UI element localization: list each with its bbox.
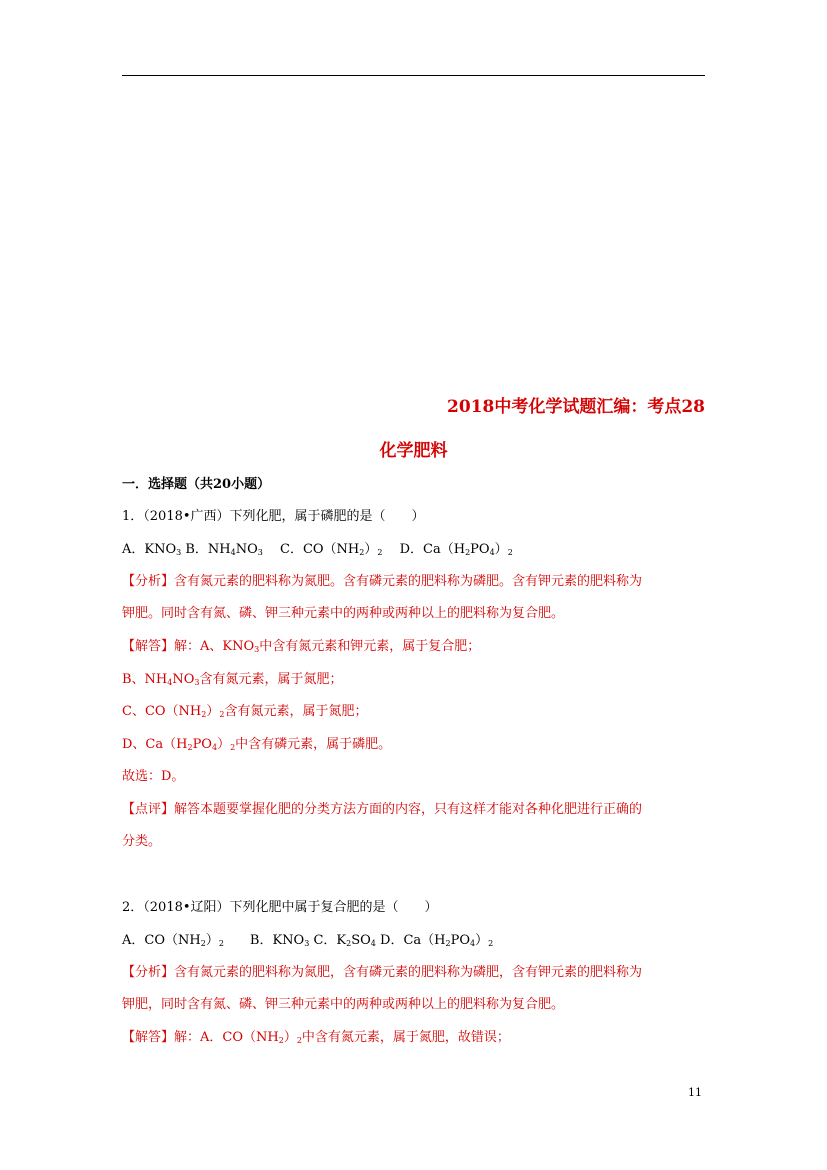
q1-answer-c: C、$CO(NH_2)_2$含有氮元素，属于氮肥； (122, 704, 368, 719)
q1-answer: 【解答】解：A、$KNO_3$中含有氮元素和钾元素，属于复合肥； (122, 639, 481, 654)
header-rule (122, 75, 705, 76)
q1-comment-line1: 【点评】解答本题要掌握化肥的分类方法方面的内容，只有这样才能对各种化肥进行正确的 (122, 802, 643, 817)
q1-answer-d: D、$Ca(H_2PO_4)_2$中含有磷元素，属于磷肥。 (122, 737, 392, 752)
q1-options: A．$KNO_3$ B．$NH_4NO_3$ C．$CO(NH_2)_2$ D．$Ca(H_2PO_4)_2$ (122, 542, 513, 557)
page-number: 11 (688, 1086, 702, 1099)
q1-stem: 1．（2018•广西）下列化肥，属于磷肥的是（ ） (122, 509, 425, 524)
q2-analysis-line1: 【分析】含有氮元素的肥料称为氮肥，含有磷元素的肥料称为磷肥，含有钾元素的肥料称为 (122, 965, 643, 980)
q1-analysis-line1: 【分析】含有氮元素的肥料称为氮肥。含有磷元素的肥料称为磷肥。含有钾元素的肥料称为 (122, 574, 643, 589)
q1-choice: 故选：D。 (122, 769, 185, 784)
q1-answer-b: B、$NH_4NO_3$含有氮元素，属于氮肥； (122, 672, 343, 687)
q2-analysis-line2: 钾肥，同时含有氮、磷、钾三种元素中的两种或两种以上的肥料称为复合肥。 (122, 997, 565, 1012)
document-title: 2018中考化学试题汇编：考点28 (447, 397, 705, 417)
section-heading: 一．选择题（共20小题） (122, 477, 271, 492)
q2-answer: 【解答】解：A．$CO(NH_2)_2$中含有氮元素，属于氮肥，故错误； (122, 1030, 510, 1045)
q1-analysis-line2: 钾肥。同时含有氮、磷、钾三种元素中的两种或两种以上的肥料称为复合肥。 (122, 606, 565, 621)
q2-stem: 2．（2018•辽阳）下列化肥中属于复合肥的是（ ） (122, 900, 438, 915)
q2-options: A．$CO(NH_2)_2$ B．$KNO_3$ C．$K_2SO_4$ D．$Ca(H_2PO_4)_2$ (122, 933, 494, 948)
q1-comment-line2: 分类。 (122, 834, 162, 849)
document-subtitle: 化学肥料 (379, 441, 448, 461)
